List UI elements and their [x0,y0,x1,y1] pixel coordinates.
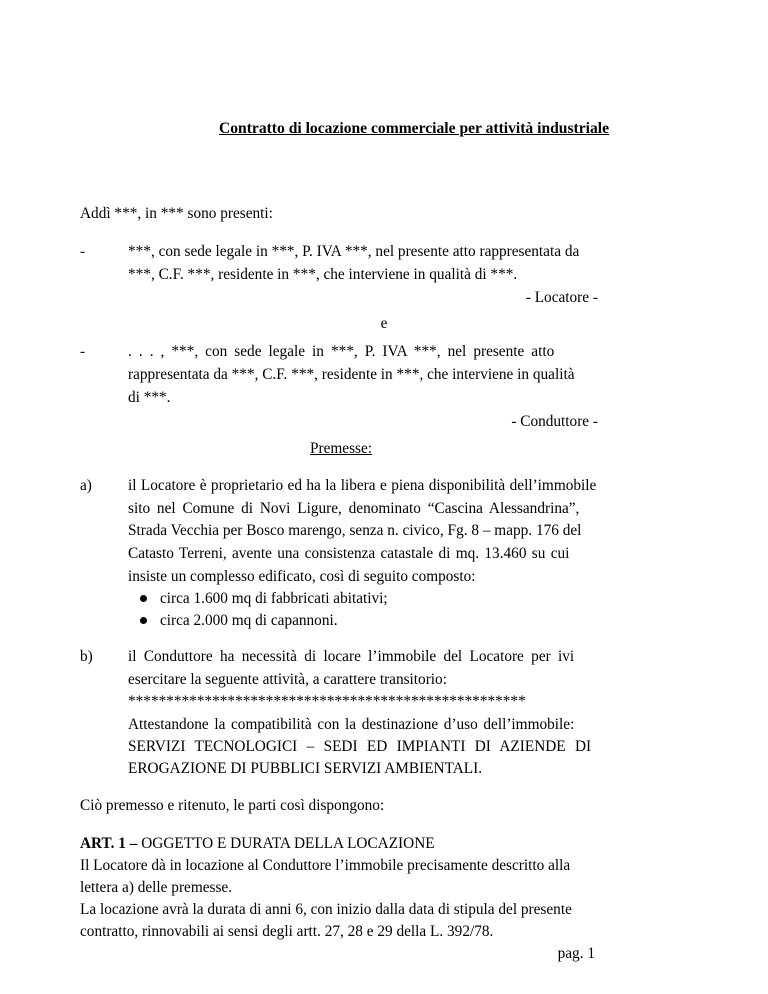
bullet-icon [140,617,147,624]
premise-b-line: **************************************************** [128,693,526,710]
bullet-text: circa 2.000 mq di capannoni. [160,612,338,629]
conjunction: e [380,315,388,332]
agreement-line: Ciò premesso e ritenuto, le parti così dispongono: [80,797,385,814]
premises-heading: Premesse: [310,440,373,457]
party1-dash: - [80,243,86,260]
party2-dash: - [80,343,86,360]
premise-b-line: il Conduttore ha necessità di locare l’immobile del Locatore per ivi [128,648,575,665]
premise-a-line: Catasto Terreni, avente una consistenza catastale di mq. 13.460 su cui [128,545,570,562]
premise-b-line: EROGAZIONE DI PUBBLICI SERVIZI AMBIENTALI. [128,760,483,777]
art1-line: lettera a) delle premesse. [80,879,233,896]
bullet-text: circa 1.600 mq di fabbricati abitativi; [160,590,388,607]
bullet-icon [140,595,147,602]
art1-heading [80,835,435,853]
art1-heading-text: OGGETTO E DURATA DELLA LOCAZIONE [137,835,435,852]
party2-role: - Conduttore - [511,413,598,430]
document-title: Contratto di locazione commerciale per attività industriale [218,120,610,137]
premise-a-line: il Locatore è proprietario ed ha la libera e piena disponibilità dell’immobile [128,477,597,494]
premise-a-line: insiste un complesso edificato, così di seguito composto: [128,568,476,585]
bullet-item [140,612,338,630]
art1-line: contratto, rinnovabili ai sensi degli artt. 27, 28 e 29 della L. 392/78. [80,923,494,940]
party1-role: - Locatore - [525,289,598,306]
art1-line: La locazione avrà la durata di anni 6, con inizio dalla data di stipula del presente [80,901,572,918]
art1-line: Il Locatore dà in locazione al Conduttore l’immobile precisamente descritto alla [80,857,571,874]
party2-line3: di ***. [128,389,171,406]
party1-line1-text: ***, con sede legale in ***, P. IVA ***, nel presente atto rappresentata da [128,243,580,260]
premise-b-line: Attestandone la compatibilità con la destinazione d’uso dell’immobile: [128,716,575,733]
party1-line1 [128,243,598,261]
art1-label: ART. 1 – [80,835,138,852]
intro-line: Addì ***, in *** sono presenti: [80,205,273,222]
page-number: pag. 1 [557,945,595,962]
party2-line1: . . . , ***, con sede legale in ***, P. IVA ***, nel presente atto [128,343,555,360]
party2-line2: rappresentata da ***, C.F. ***, residente in ***, che interviene in qualità [128,366,575,383]
premise-a-marker: a) [80,477,92,494]
premise-b-line: SERVIZI TECNOLOGICI – SEDI ED IMPIANTI DI AZIENDE DI [128,738,592,755]
party1-line2: ***, C.F. ***, residente in ***, che interviene in qualità di ***. [128,266,518,283]
bullet-item [140,590,388,608]
premise-a-line: Strada Vecchia per Bosco marengo, senza n. civico, Fg. 8 – mapp. 176 del [128,522,582,539]
premise-b-line: esercitare la seguente attività, a carattere transitorio: [128,671,447,688]
premise-a-line: sito nel Comune di Novi Ligure, denominato “Cascina Alessandrina”, [128,500,580,517]
premise-b-marker: b) [80,648,93,665]
